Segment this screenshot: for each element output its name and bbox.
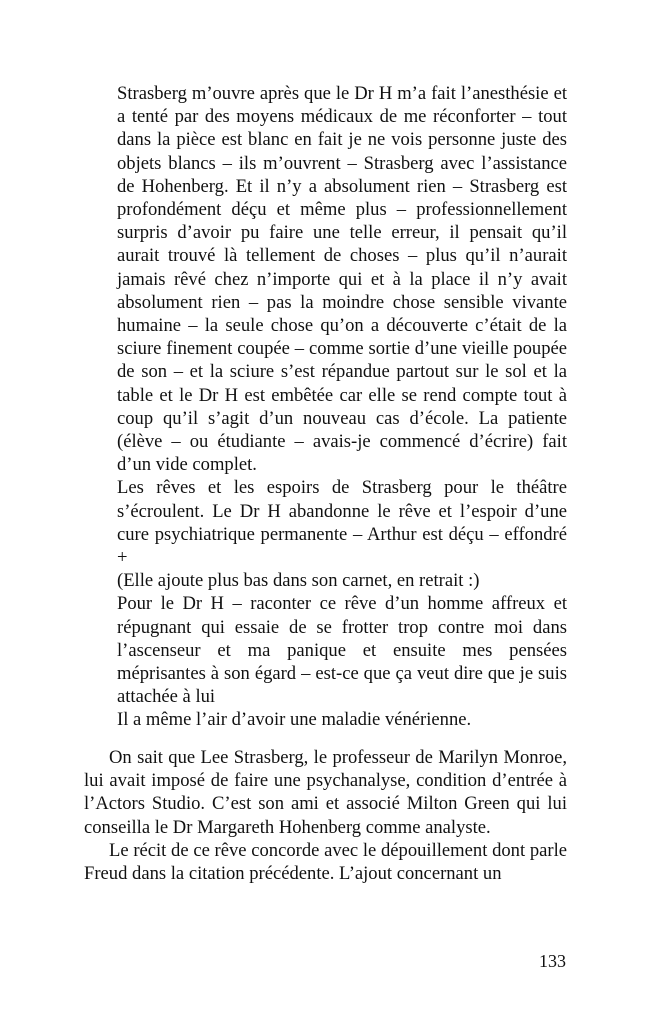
indented-quote: [117, 82, 567, 732]
body-text: [84, 746, 567, 885]
quote-paragraph-dr-h: Pour le Dr H – raconter ce rêve d’un homme affreux et répugnant qui essaie de se frotter trop contre moi dans l’ascenseur et ma panique et ensuite mes pensées méprisantes à son égard – est-ce que ça veut dire que je suis attachée à lui: [117, 593, 567, 708]
quote-paragraph-disease: Il a même l’air d’avoir une maladie vénérienne.: [117, 709, 472, 731]
body-paragraph-freud: Le récit de ce rêve concorde avec le dépouillement dont parle Freud dans la citation précédente. L’ajout concernant un: [84, 839, 567, 885]
quote-paragraph-aside: (Elle ajoute plus bas dans son carnet, en retrait :): [117, 570, 480, 592]
quote-paragraph-dream: Strasberg m’ouvre après que le Dr H m’a fait l’anesthésie et a tenté par des moyens médicaux de me réconforter – tout dans la pièce est blanc en fait je ne vois personne juste des objets blancs – ils m’ouvrent – Strasberg avec l’assistance de Hohenberg. Et il n’y a absolument rien – Strasberg est profondément déçu et même plus – professionnellement surpris d’avoir pu faire une telle erreur, il pensait qu’il aurait trouvé là tellement de choses – plus qu’il n’aurait jamais rêvé chez n’importe qui et à la place il n’y avait absolument rien – pas la moindre chose sensible vivante humaine – la seule chose qu’on a découverte c’était de la sciure finement coupée – comme sortie d’une vieille poupée de son – et la sciure s’est répandue partout sur le sol et la table et le Dr H est embêtée car elle se rend compte tout à coup qu’il s’agit d’un nouveau cas d’école. La patiente (élève – ou étudiante – avais-je commencé d’écrire) fait d’un vide complet.: [117, 83, 567, 476]
quote-paragraph-collapse: Les rêves et les espoirs de Strasberg pour le théâtre s’écroulent. Le Dr H abandonne le rêve et l’espoir d’une cure psychiatrique permanente – Arthur est déçu – effondré +: [117, 477, 567, 569]
page-number: 133: [539, 951, 566, 971]
body-paragraph-strasberg: On sait que Lee Strasberg, le professeur de Marilyn Monroe, lui avait imposé de faire une psychanalyse, condition d’entrée à l’Actors Studio. C’est son ami et associé Milton Green qui lui conseilla le Dr Margareth Hohenberg comme analyste.: [84, 747, 567, 838]
